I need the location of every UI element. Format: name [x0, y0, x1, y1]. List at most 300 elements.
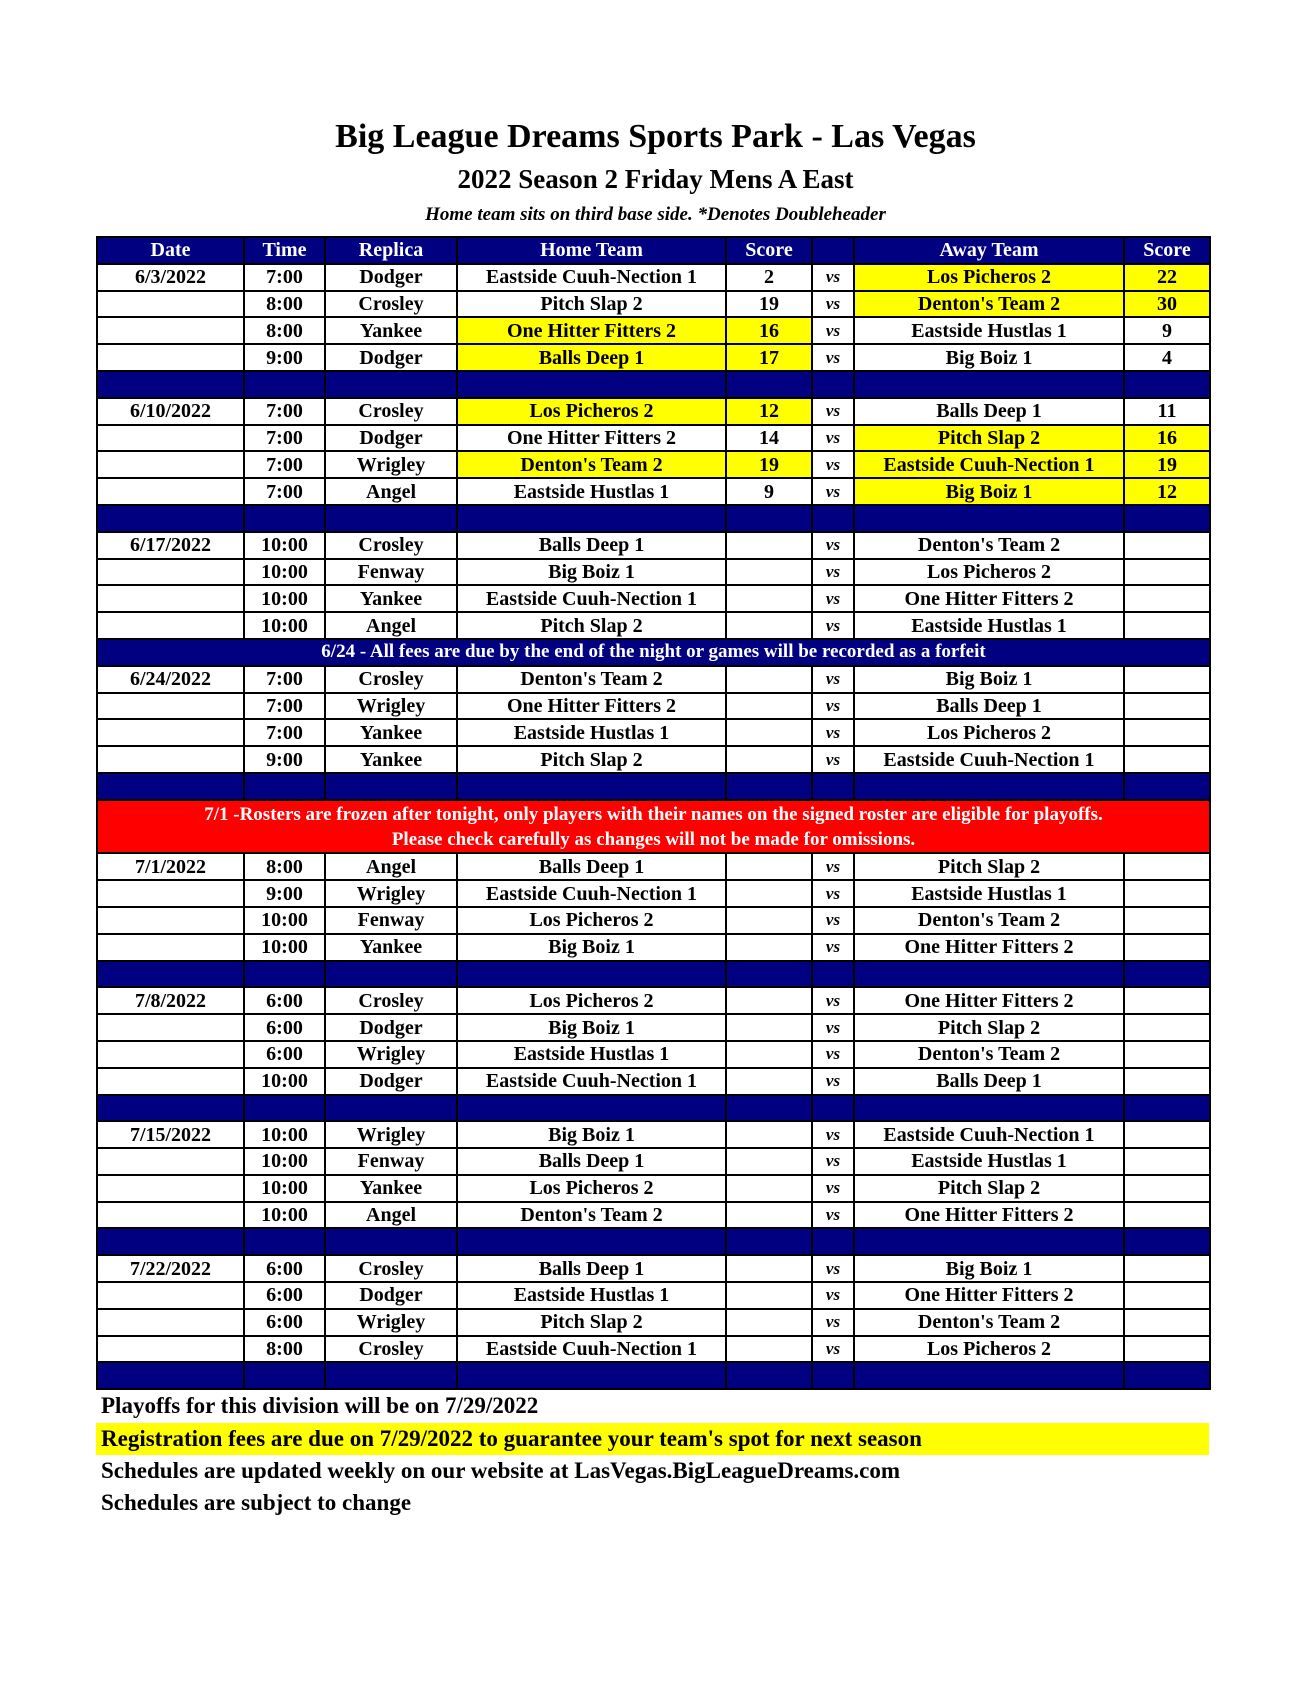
game-row: [97, 1148, 1210, 1175]
date-cell: [97, 934, 244, 961]
game-row: [97, 1309, 1210, 1336]
separator-cell: [726, 1228, 812, 1255]
vs-cell: vs: [812, 1014, 854, 1041]
time-cell: 8:00: [244, 853, 325, 880]
away-score-cell: 16: [1124, 425, 1210, 452]
time-cell: 7:00: [244, 666, 325, 693]
vs-cell: vs: [812, 1255, 854, 1282]
separator-cell: [854, 1095, 1124, 1122]
vs-cell: vs: [812, 478, 854, 505]
away-team-cell: Denton's Team 2: [854, 907, 1124, 934]
away-team-cell: Eastside Hustlas 1: [854, 1148, 1124, 1175]
vs-cell: vs: [812, 264, 854, 291]
alert-row: [97, 800, 1210, 854]
separator-cell: [726, 505, 812, 532]
vs-cell: vs: [812, 1202, 854, 1229]
time-cell: 7:00: [244, 693, 325, 720]
time-cell: 10:00: [244, 532, 325, 559]
away-team-cell: Denton's Team 2: [854, 532, 1124, 559]
separator-cell: [97, 1095, 244, 1122]
away-score-cell: [1124, 1175, 1210, 1202]
home-score-cell: [726, 1336, 812, 1363]
separator-cell: [812, 505, 854, 532]
column-header: Away Team: [854, 237, 1124, 264]
home-score-cell: 19: [726, 451, 812, 478]
time-cell: 7:00: [244, 719, 325, 746]
home-score-cell: 2: [726, 264, 812, 291]
game-row: [97, 559, 1210, 586]
time-cell: 6:00: [244, 987, 325, 1014]
home-score-cell: [726, 666, 812, 693]
home-team-cell: Balls Deep 1: [457, 1255, 726, 1282]
vs-cell: vs: [812, 693, 854, 720]
website-note: Schedules are updated weekly on our website at LasVegas.BigLeagueDreams.com: [101, 1458, 901, 1483]
home-score-cell: [726, 1255, 812, 1282]
table-header-row: [97, 237, 1210, 264]
home-team-cell: Balls Deep 1: [457, 1148, 726, 1175]
date-cell: [97, 719, 244, 746]
away-score-cell: [1124, 1202, 1210, 1229]
field-cell: Fenway: [325, 559, 457, 586]
home-team-cell: Balls Deep 1: [457, 532, 726, 559]
time-cell: 10:00: [244, 585, 325, 612]
game-row: [97, 398, 1210, 425]
field-cell: Wrigley: [325, 693, 457, 720]
away-team-cell: Balls Deep 1: [854, 398, 1124, 425]
away-team-cell: Eastside Hustlas 1: [854, 612, 1124, 639]
home-score-cell: [726, 1041, 812, 1068]
game-row: [97, 264, 1210, 291]
home-team-cell: Denton's Team 2: [457, 666, 726, 693]
vs-cell: vs: [812, 1041, 854, 1068]
away-score-cell: [1124, 1255, 1210, 1282]
game-row: [97, 1282, 1210, 1309]
game-row: [97, 693, 1210, 720]
away-team-cell: Los Picheros 2: [854, 264, 1124, 291]
date-cell: [97, 451, 244, 478]
away-team-cell: Balls Deep 1: [854, 1068, 1124, 1095]
away-score-cell: [1124, 987, 1210, 1014]
vs-cell: vs: [812, 398, 854, 425]
date-cell: [97, 559, 244, 586]
separator-cell: [325, 1095, 457, 1122]
field-cell: Wrigley: [325, 1309, 457, 1336]
field-cell: Dodger: [325, 425, 457, 452]
alert-line: 7/1 -Rosters are frozen after tonight, only players with their names on the signed roster are eligible for playoffs.: [204, 803, 1103, 825]
home-score-cell: 16: [726, 317, 812, 344]
vs-cell: vs: [812, 746, 854, 773]
separator-cell: [1124, 1095, 1210, 1122]
date-cell: [97, 746, 244, 773]
time-cell: 10:00: [244, 612, 325, 639]
game-row: [97, 880, 1210, 907]
separator-cell: [1124, 1362, 1210, 1389]
separator-cell: [726, 1095, 812, 1122]
home-score-cell: [726, 693, 812, 720]
field-cell: Crosley: [325, 987, 457, 1014]
away-score-cell: 19: [1124, 451, 1210, 478]
separator-cell: [812, 1095, 854, 1122]
registration-note: Registration fees are due on 7/29/2022 to guarantee your team's spot for next season: [96, 1423, 1209, 1455]
away-team-cell: One Hitter Fitters 2: [854, 987, 1124, 1014]
game-row: [97, 317, 1210, 344]
field-cell: Dodger: [325, 1068, 457, 1095]
home-team-cell: Pitch Slap 2: [457, 612, 726, 639]
home-score-cell: [726, 987, 812, 1014]
separator-cell: [457, 1228, 726, 1255]
away-score-cell: 12: [1124, 478, 1210, 505]
away-score-cell: [1124, 1068, 1210, 1095]
vs-cell: vs: [812, 880, 854, 907]
separator-cell: [97, 1362, 244, 1389]
field-cell: Yankee: [325, 585, 457, 612]
date-cell: [97, 1014, 244, 1041]
field-cell: Wrigley: [325, 1121, 457, 1148]
vs-cell: vs: [812, 1336, 854, 1363]
vs-cell: vs: [812, 559, 854, 586]
game-row: [97, 666, 1210, 693]
field-cell: Crosley: [325, 1255, 457, 1282]
field-cell: Yankee: [325, 317, 457, 344]
date-cell: [97, 291, 244, 318]
time-cell: 7:00: [244, 264, 325, 291]
date-cell: [97, 1148, 244, 1175]
home-team-cell: Eastside Cuuh-Nection 1: [457, 585, 726, 612]
field-cell: Dodger: [325, 264, 457, 291]
away-score-cell: [1124, 1282, 1210, 1309]
away-score-cell: 22: [1124, 264, 1210, 291]
game-row: [97, 344, 1210, 371]
home-team-cell: One Hitter Fitters 2: [457, 317, 726, 344]
game-row: [97, 1068, 1210, 1095]
home-team-cell: Big Boiz 1: [457, 1014, 726, 1041]
field-cell: Dodger: [325, 344, 457, 371]
vs-cell: vs: [812, 1282, 854, 1309]
home-score-cell: 12: [726, 398, 812, 425]
game-row: [97, 612, 1210, 639]
field-cell: Crosley: [325, 532, 457, 559]
date-cell: [97, 1068, 244, 1095]
away-score-cell: [1124, 907, 1210, 934]
time-cell: 6:00: [244, 1014, 325, 1041]
away-team-cell: Eastside Cuuh-Nection 1: [854, 451, 1124, 478]
separator-cell: [325, 961, 457, 988]
alert-line: Please check carefully as changes will not be made for omissions.: [391, 828, 916, 850]
away-team-cell: Los Picheros 2: [854, 1336, 1124, 1363]
home-score-cell: [726, 853, 812, 880]
time-cell: 6:00: [244, 1309, 325, 1336]
game-row: [97, 1255, 1210, 1282]
home-score-cell: [726, 907, 812, 934]
away-team-cell: One Hitter Fitters 2: [854, 585, 1124, 612]
game-row: [97, 907, 1210, 934]
home-score-cell: 9: [726, 478, 812, 505]
field-cell: Wrigley: [325, 451, 457, 478]
home-score-cell: [726, 934, 812, 961]
separator-cell: [244, 1362, 325, 1389]
away-score-cell: 4: [1124, 344, 1210, 371]
separator-cell: [244, 371, 325, 398]
date-cell: [97, 585, 244, 612]
field-cell: Crosley: [325, 291, 457, 318]
vs-cell: vs: [812, 987, 854, 1014]
vs-cell: vs: [812, 1148, 854, 1175]
date-cell: 7/22/2022: [97, 1255, 244, 1282]
game-row: [97, 1336, 1210, 1363]
field-cell: Angel: [325, 612, 457, 639]
separator-cell: [854, 1362, 1124, 1389]
away-score-cell: [1124, 853, 1210, 880]
separator-cell: [244, 773, 325, 800]
time-cell: 7:00: [244, 478, 325, 505]
week-separator: [97, 1095, 1210, 1122]
separator-cell: [97, 961, 244, 988]
separator-cell: [325, 371, 457, 398]
game-row: [97, 1175, 1210, 1202]
separator-cell: [244, 505, 325, 532]
week-separator: [97, 773, 1210, 800]
game-row: [97, 478, 1210, 505]
date-cell: [97, 1282, 244, 1309]
separator-cell: [854, 505, 1124, 532]
home-team-cell: Eastside Hustlas 1: [457, 1041, 726, 1068]
week-separator: [97, 371, 1210, 398]
away-score-cell: [1124, 666, 1210, 693]
home-score-cell: [726, 612, 812, 639]
home-team-cell: Los Picheros 2: [457, 1175, 726, 1202]
notice-row: [97, 639, 1210, 666]
field-cell: Yankee: [325, 1175, 457, 1202]
home-team-cell: Big Boiz 1: [457, 1121, 726, 1148]
home-score-cell: [726, 719, 812, 746]
home-score-cell: [726, 559, 812, 586]
time-cell: 7:00: [244, 398, 325, 425]
home-score-cell: [726, 532, 812, 559]
away-team-cell: Pitch Slap 2: [854, 853, 1124, 880]
away-score-cell: 30: [1124, 291, 1210, 318]
date-cell: [97, 1336, 244, 1363]
column-header: Score: [726, 237, 812, 264]
home-team-cell: Denton's Team 2: [457, 451, 726, 478]
time-cell: 8:00: [244, 1336, 325, 1363]
home-team-cell: Los Picheros 2: [457, 398, 726, 425]
home-score-cell: [726, 1282, 812, 1309]
home-team-cell: Balls Deep 1: [457, 344, 726, 371]
date-cell: [97, 1202, 244, 1229]
away-team-cell: One Hitter Fitters 2: [854, 1202, 1124, 1229]
away-score-cell: 9: [1124, 317, 1210, 344]
home-team-cell: Pitch Slap 2: [457, 746, 726, 773]
away-team-cell: One Hitter Fitters 2: [854, 934, 1124, 961]
away-team-cell: Eastside Cuuh-Nection 1: [854, 1121, 1124, 1148]
separator-cell: [457, 1362, 726, 1389]
field-cell: Yankee: [325, 746, 457, 773]
time-cell: 10:00: [244, 1202, 325, 1229]
date-cell: 7/8/2022: [97, 987, 244, 1014]
field-cell: Angel: [325, 853, 457, 880]
home-score-cell: [726, 1014, 812, 1041]
game-row: [97, 853, 1210, 880]
date-cell: 7/15/2022: [97, 1121, 244, 1148]
time-cell: 8:00: [244, 317, 325, 344]
time-cell: 6:00: [244, 1041, 325, 1068]
separator-cell: [854, 961, 1124, 988]
game-row: [97, 1202, 1210, 1229]
vs-cell: vs: [812, 317, 854, 344]
separator-cell: [97, 505, 244, 532]
away-team-cell: Pitch Slap 2: [854, 1175, 1124, 1202]
home-team-cell: Eastside Cuuh-Nection 1: [457, 264, 726, 291]
date-cell: [97, 317, 244, 344]
home-score-cell: [726, 1175, 812, 1202]
home-team-cell: Balls Deep 1: [457, 853, 726, 880]
away-score-cell: [1124, 1041, 1210, 1068]
home-score-cell: [726, 1068, 812, 1095]
time-cell: 10:00: [244, 559, 325, 586]
column-header: Date: [97, 237, 244, 264]
date-cell: [97, 1041, 244, 1068]
time-cell: 10:00: [244, 1175, 325, 1202]
week-separator: [97, 1362, 1210, 1389]
time-cell: 8:00: [244, 291, 325, 318]
home-team-cell: One Hitter Fitters 2: [457, 425, 726, 452]
time-cell: 10:00: [244, 1068, 325, 1095]
vs-cell: vs: [812, 344, 854, 371]
away-score-cell: [1124, 1121, 1210, 1148]
home-team-cell: Eastside Hustlas 1: [457, 478, 726, 505]
week-separator: [97, 961, 1210, 988]
away-score-cell: [1124, 1014, 1210, 1041]
page-subtitle: 2022 Season 2 Friday Mens A East: [457, 164, 854, 194]
separator-cell: [244, 961, 325, 988]
field-cell: Crosley: [325, 666, 457, 693]
time-cell: 6:00: [244, 1255, 325, 1282]
alert-text: [97, 800, 1210, 854]
field-cell: Fenway: [325, 1148, 457, 1175]
away-score-cell: [1124, 532, 1210, 559]
date-cell: 6/10/2022: [97, 398, 244, 425]
time-cell: 10:00: [244, 1148, 325, 1175]
week-separator: [97, 1228, 1210, 1255]
away-team-cell: Big Boiz 1: [854, 344, 1124, 371]
separator-cell: [812, 961, 854, 988]
separator-cell: [1124, 505, 1210, 532]
vs-cell: vs: [812, 719, 854, 746]
game-row: [97, 532, 1210, 559]
away-score-cell: [1124, 585, 1210, 612]
home-team-cell: Big Boiz 1: [457, 559, 726, 586]
separator-cell: [97, 1228, 244, 1255]
time-cell: 6:00: [244, 1282, 325, 1309]
separator-cell: [854, 371, 1124, 398]
field-cell: Fenway: [325, 907, 457, 934]
date-cell: [97, 612, 244, 639]
away-score-cell: [1124, 1148, 1210, 1175]
date-cell: 6/3/2022: [97, 264, 244, 291]
separator-cell: [325, 773, 457, 800]
vs-cell: vs: [812, 666, 854, 693]
away-team-cell: One Hitter Fitters 2: [854, 1282, 1124, 1309]
separator-cell: [457, 773, 726, 800]
home-team-cell: One Hitter Fitters 2: [457, 693, 726, 720]
vs-cell: vs: [812, 1121, 854, 1148]
field-cell: Crosley: [325, 1336, 457, 1363]
home-score-cell: 14: [726, 425, 812, 452]
vs-cell: vs: [812, 291, 854, 318]
home-team-cell: Los Picheros 2: [457, 907, 726, 934]
vs-cell: vs: [812, 1175, 854, 1202]
page-title: Big League Dreams Sports Park - Las Vegas: [335, 118, 976, 155]
home-score-cell: [726, 1309, 812, 1336]
date-cell: [97, 1175, 244, 1202]
separator-cell: [812, 1362, 854, 1389]
time-cell: 10:00: [244, 907, 325, 934]
separator-cell: [726, 371, 812, 398]
away-score-cell: [1124, 693, 1210, 720]
away-team-cell: Big Boiz 1: [854, 1255, 1124, 1282]
home-team-cell: Eastside Cuuh-Nection 1: [457, 880, 726, 907]
away-score-cell: [1124, 1336, 1210, 1363]
vs-cell: vs: [812, 907, 854, 934]
separator-cell: [854, 773, 1124, 800]
schedule-table: [96, 236, 1211, 1390]
separator-cell: [325, 1362, 457, 1389]
away-team-cell: Denton's Team 2: [854, 291, 1124, 318]
separator-cell: [1124, 1228, 1210, 1255]
away-team-cell: Denton's Team 2: [854, 1041, 1124, 1068]
time-cell: 10:00: [244, 934, 325, 961]
home-team-cell: Pitch Slap 2: [457, 291, 726, 318]
time-cell: 9:00: [244, 344, 325, 371]
game-row: [97, 719, 1210, 746]
away-score-cell: [1124, 746, 1210, 773]
game-row: [97, 451, 1210, 478]
separator-cell: [97, 773, 244, 800]
date-cell: [97, 880, 244, 907]
field-cell: Dodger: [325, 1014, 457, 1041]
column-header: Replica: [325, 237, 457, 264]
away-score-cell: [1124, 934, 1210, 961]
date-cell: [97, 344, 244, 371]
away-team-cell: Eastside Hustlas 1: [854, 317, 1124, 344]
away-score-cell: [1124, 612, 1210, 639]
game-row: [97, 585, 1210, 612]
field-cell: Yankee: [325, 934, 457, 961]
field-cell: Angel: [325, 1202, 457, 1229]
change-note: Schedules are subject to change: [101, 1490, 412, 1515]
separator-cell: [325, 1228, 457, 1255]
date-cell: [97, 478, 244, 505]
separator-cell: [1124, 773, 1210, 800]
date-cell: [97, 693, 244, 720]
home-score-cell: 17: [726, 344, 812, 371]
time-cell: 10:00: [244, 1121, 325, 1148]
home-score-cell: [726, 880, 812, 907]
separator-cell: [812, 1228, 854, 1255]
home-team-cell: Pitch Slap 2: [457, 1309, 726, 1336]
date-cell: 6/17/2022: [97, 532, 244, 559]
field-cell: Crosley: [325, 398, 457, 425]
away-team-cell: Pitch Slap 2: [854, 425, 1124, 452]
vs-cell: vs: [812, 425, 854, 452]
game-row: [97, 291, 1210, 318]
away-team-cell: Denton's Team 2: [854, 1309, 1124, 1336]
time-cell: 7:00: [244, 451, 325, 478]
home-score-cell: 19: [726, 291, 812, 318]
separator-cell: [457, 505, 726, 532]
separator-cell: [726, 961, 812, 988]
vs-cell: vs: [812, 853, 854, 880]
